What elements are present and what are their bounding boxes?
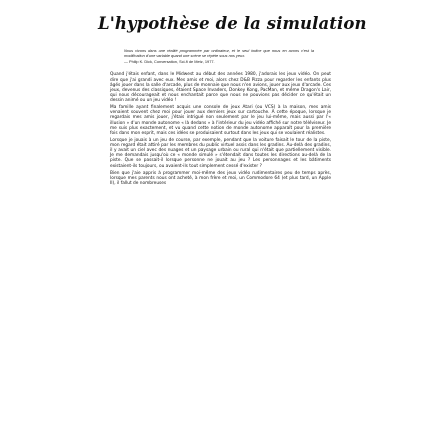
epigraph-quote: Nous vivons dans une réalité programmée par ordinateur, et le seul indice que nous en avons c'est la modification d'une variable quand une scène se répète sous nos yeux. [124,48,314,58]
paragraph: Quand j'étais enfant, dans le Midwest au début des années 1980, j'adorais les jeux vidéo. On peut dire que j'ai grandi avec eux. Mes amis et moi, alors chez D&B Pizza pour regarder les enfants plus âgés jouer dans la salle d'arcade, plus de monnaie que nous n'en avions, jouer aux jeux d'arcade. Ces jeux, devenus des classiques, étaient Space Invaders, Donkey Kong, PacMan, et même Dragon's Lair, qui nous décourageait et nous enchantait parce que nous ne pouvions pas décider ce qu'était un dessin animé ou un jeu vidéo ! [110,72,331,104]
paragraph: Lorsque je jouais à un jeu de course, par exemple, pendant que la voiture faisait le tour de la piste, mon regard était attiré par les membres du public virtuel assis dans les gradins. Au-delà des gradins, il y avait un ciel avec des nuages et un paysage urbain ou rural qui n'était que partiellement visible. Je me demandais jusqu'où ce « monde simulé » s'étendait dans toutes les directions au-delà de la piste. Que se passait-il lorsque personne ne jouait au jeu ? Les personnages et les bâtiments existaient-ils toujours, ou avaient-ils tout simplement cessé d'exister ? [110,137,331,169]
paragraph: Bien que j'aie appris à programmer moi-même des jeux vidéo rudimentaires peu de temps après, lorsque mes parents nous ont acheté, à mon frère et moi, un Commodore 64 (et plus tard, un Apple II), il fallut de nombreuses [110,170,331,186]
epigraph [124,49,314,64]
chapter-title: L'hypothèse de la simulation [98,14,367,33]
epigraph-attribution: — Philip K. Dick, Conversation, Sci-fi de Metz, 1977. [124,59,215,65]
paragraph: Ma famille ayant finalement acquis une console de jeux Atari (ou VCS) à la maison, mes amis venaient souvent chez moi pour jouer aux derniers jeux sur cartouche. À cette époque, lorsque je regardais mes amis jouer, j'étais intrigué non seulement par le jeu lui-même, mais aussi par l'« illusion » d'un monde autonome « là dedans » à l'intérieur du jeu vidéo affiché sur notre téléviseur. Je me suis plus exactement, et vu quand cette notion de monde autonome apparaît pour la première fois dans mon esprit, mais ces idées se produisaient surtout dans les jeux qui se voulaient réalistes. [110,105,331,136]
body-text [110,72,331,186]
